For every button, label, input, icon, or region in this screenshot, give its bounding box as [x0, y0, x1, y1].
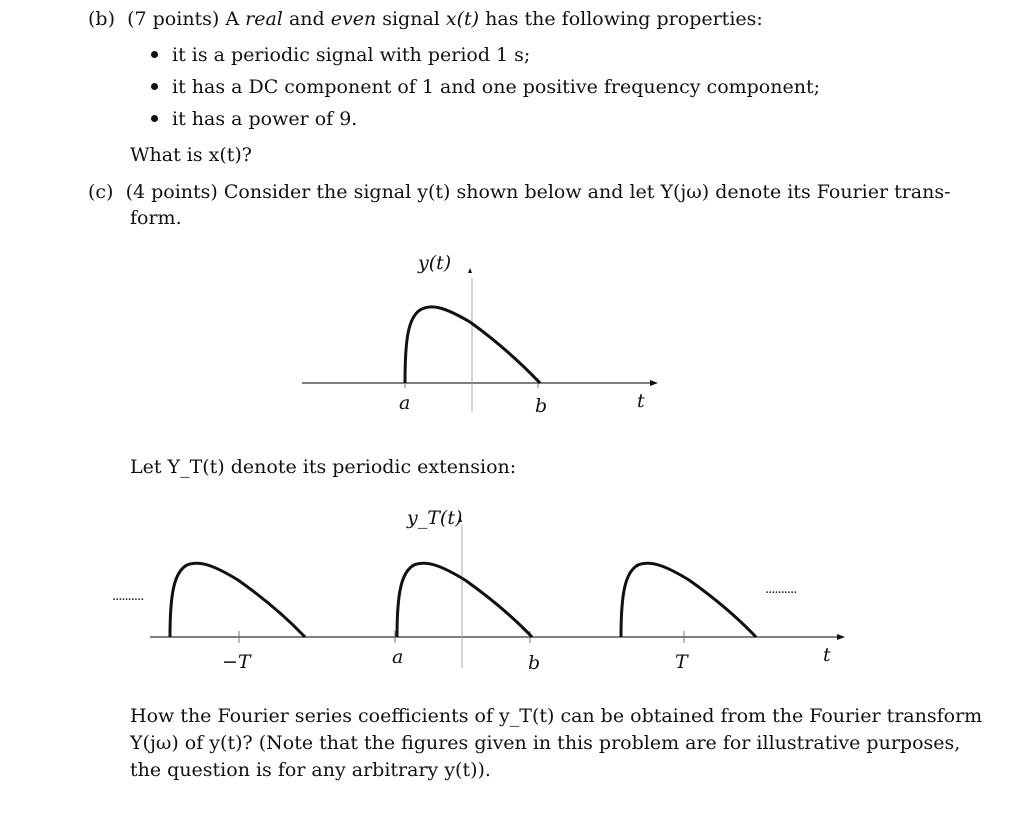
figure1-label-b: b: [535, 395, 548, 417]
pulse-center: [397, 563, 532, 637]
pulse-right: [621, 563, 756, 637]
dots-right: ..........: [765, 582, 797, 597]
figure2-label-a: a: [392, 646, 404, 668]
figure1-label-t: t: [637, 390, 645, 412]
figure2-ylabel: y_T(t): [407, 507, 463, 529]
part-c-text: (c) (4 points) Consider the signal y(t) shown below and let Y(jω) denote its Fourier trans-: [88, 181, 951, 203]
figure1-label-a: a: [399, 392, 411, 414]
final-question-line: Y(jω) of y(t)? (Note that the figures given in this problem are for illustrative purposes,: [130, 732, 961, 754]
part-c-text-cont: form.: [130, 207, 182, 229]
final-question-line: How the Fourier series coefficients of y_T(t) can be obtained from the Fourier transform: [130, 705, 983, 727]
bullet-item: it has a power of 9.: [172, 108, 358, 130]
figure2-label-b: b: [528, 652, 541, 674]
periodic-extension-text: Let Y_T(t) denote its periodic extension:: [130, 456, 517, 478]
bullet-item: it has a DC component of 1 and one positive frequency component;: [172, 76, 821, 98]
dots-left: ..........: [112, 589, 144, 604]
bullet-item: it is a periodic signal with period 1 s;: [172, 44, 531, 66]
figure1-ylabel: y(t): [418, 252, 452, 274]
part-b-text: (b) (7 points) A real and even signal x(t) has the following properties:: [88, 8, 763, 30]
final-question-line: the question is for any arbitrary y(t)).: [130, 759, 491, 781]
t-axis-arrow: [837, 634, 845, 640]
figure2-label-t: t: [823, 644, 831, 666]
figure2-label-minus-T: −T: [222, 651, 251, 673]
part-b-question: What is x(t)?: [130, 144, 252, 166]
pulse-left: [170, 563, 305, 637]
figure2-label-T: T: [675, 651, 688, 673]
